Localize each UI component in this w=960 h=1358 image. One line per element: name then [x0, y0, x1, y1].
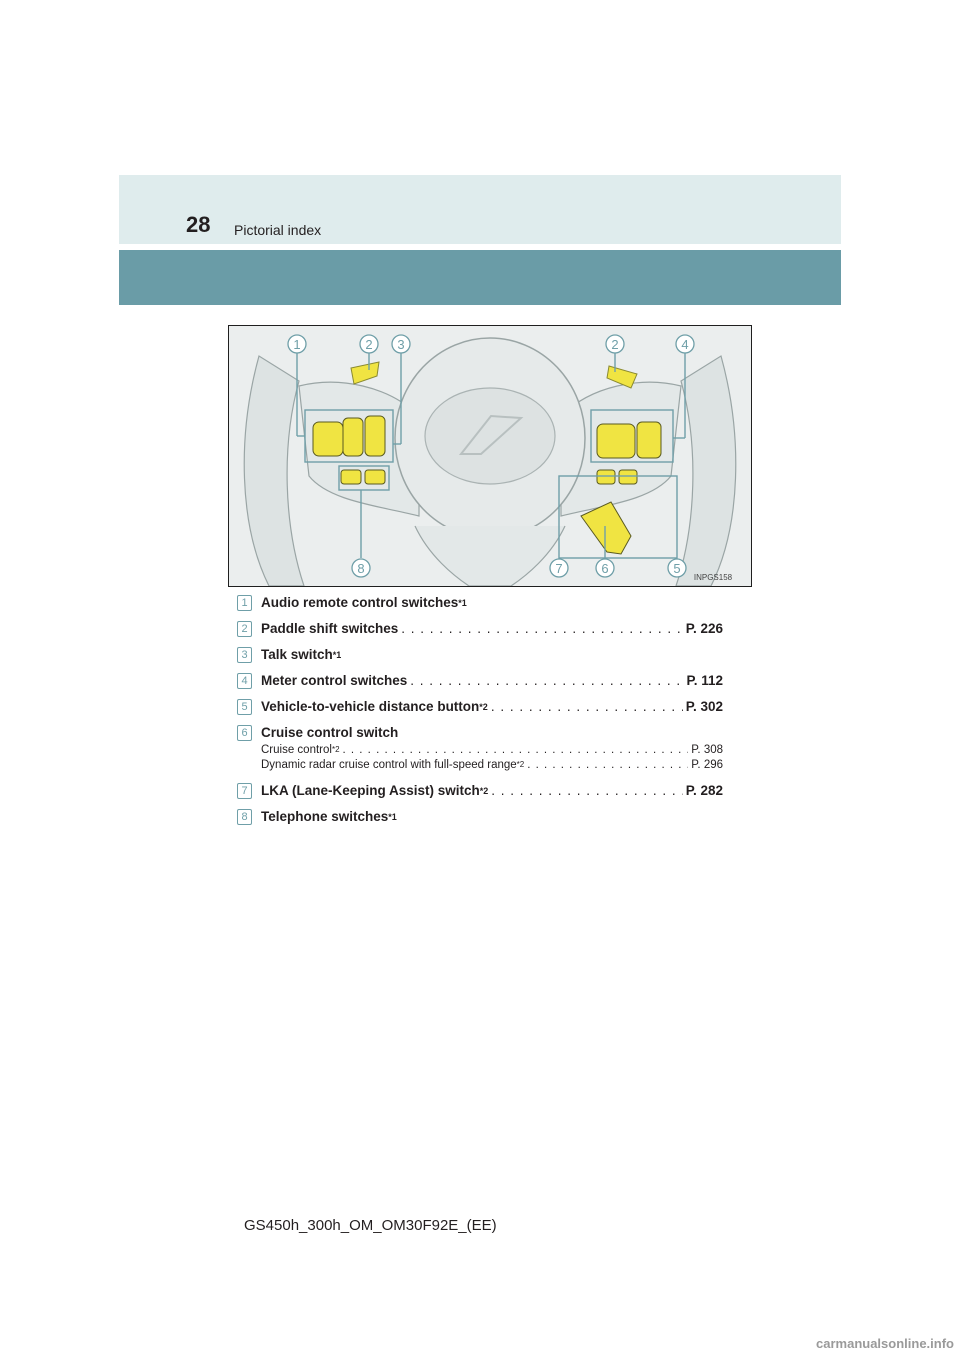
callout-5-label: 5: [673, 561, 681, 576]
watermark[interactable]: carmanualsonline.info: [816, 1336, 954, 1351]
legend-label: Audio remote control switches: [261, 595, 459, 610]
legend-subitem: [261, 743, 723, 757]
legend-footnote: *1: [388, 812, 397, 822]
legend-label: Paddle shift switches: [261, 621, 399, 636]
header-band: [119, 175, 841, 244]
legend-footnote: *2: [479, 786, 489, 796]
legend-number: 5: [237, 699, 252, 715]
header-accent-band: [119, 250, 841, 305]
legend-number: 4: [237, 673, 252, 689]
page-number: 28: [186, 212, 211, 237]
legend-footnote: *2: [479, 702, 488, 712]
legend-label: Talk switch: [261, 647, 333, 662]
image-code: INPGS158: [693, 573, 733, 582]
steering-wheel-illustration: [228, 325, 752, 587]
legend-footnote: *2: [516, 760, 525, 769]
legend-footnote: *1: [332, 650, 342, 660]
callout-7-label: 7: [555, 561, 563, 576]
legend-page-ref[interactable]: P. 302: [685, 699, 723, 714]
legend-page-ref[interactable]: P. 282: [685, 783, 723, 798]
legend-number: 3: [237, 647, 252, 663]
legend-page-ref[interactable]: P. 226: [685, 621, 723, 636]
legend-sublabel: Dynamic radar cruise control with full-speed range: [261, 759, 517, 771]
legend-number: 6: [237, 725, 252, 741]
legend-label: Telephone switches: [261, 809, 389, 824]
legend-page-ref[interactable]: P. 296: [691, 759, 723, 771]
callout-8-label: 8: [357, 561, 365, 576]
callout-1-label: 1: [293, 337, 301, 352]
callout-2a-label: 2: [365, 337, 373, 352]
callout-2b-label: 2: [611, 337, 619, 352]
legend-number: 7: [237, 783, 252, 799]
legend-footnote: *2: [331, 745, 340, 754]
legend-number: 2: [237, 621, 252, 637]
legend-label: LKA (Lane-Keeping Assist) switch: [261, 783, 480, 798]
callout-3-label: 3: [397, 337, 405, 352]
callout-4-label: 4: [681, 337, 689, 352]
legend-page-ref[interactable]: P. 112: [686, 673, 723, 688]
section-title: Pictorial index: [234, 222, 322, 238]
legend-footnote: *1: [458, 598, 467, 608]
document-code: GS450h_300h_OM_OM30F92E_(EE): [244, 1217, 497, 1234]
legend-number: 1: [237, 595, 252, 611]
legend-label: Meter control switches: [261, 673, 408, 688]
legend-label: Cruise control switch: [261, 725, 399, 740]
legend-sublabel: Cruise control: [261, 744, 332, 756]
callout-6-label: 6: [601, 561, 609, 576]
legend-number: 8: [237, 809, 252, 825]
legend-subitem: [261, 758, 723, 772]
legend-page-ref[interactable]: P. 308: [691, 744, 723, 756]
legend-label: Vehicle-to-vehicle distance button: [261, 699, 480, 714]
